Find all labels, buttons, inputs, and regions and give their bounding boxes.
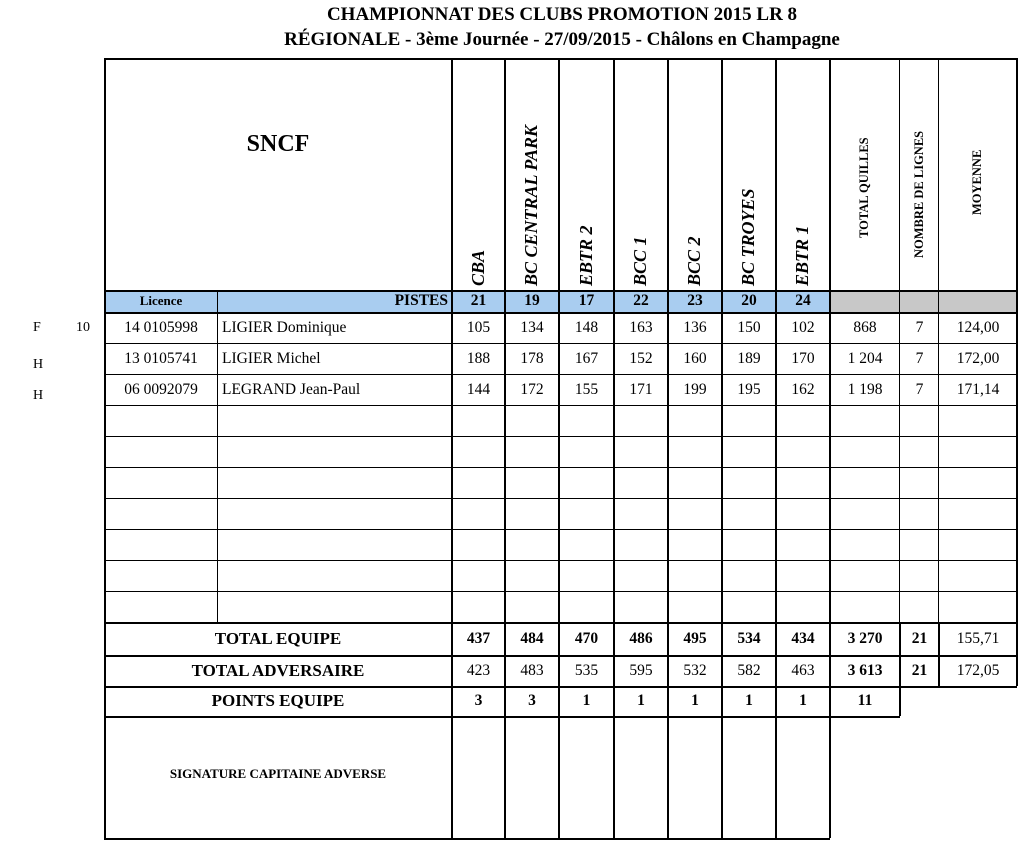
player-score: 172 [520, 380, 544, 398]
opponent-col-line [558, 58, 560, 838]
opponent-label: BC TROYES [738, 188, 758, 286]
opponent-total-score: 595 [629, 661, 653, 679]
player-score: 178 [520, 349, 544, 367]
player-score: 189 [737, 349, 761, 367]
summary-header-label: NOMBRE DE LIGNES [911, 130, 926, 258]
player-score: 105 [466, 318, 491, 336]
team-total-score: 495 [683, 629, 707, 647]
player-score: 134 [520, 318, 544, 336]
player-score: 160 [683, 349, 707, 367]
opponent-label: EBTR 2 [575, 225, 596, 286]
player-score: 148 [574, 318, 599, 336]
pistes-top-line [104, 290, 1017, 292]
avg-col-line-thick [938, 622, 940, 686]
opponent-total-score: 483 [520, 661, 544, 679]
team-points: 3 [528, 692, 536, 709]
team-points: 1 [637, 692, 645, 709]
pistes-bottom-line [104, 312, 1017, 314]
piste-number: 22 [633, 292, 649, 309]
row-line [104, 498, 1017, 499]
totals-top-line [104, 622, 1017, 624]
points-bottom-line [104, 716, 900, 718]
row-line [104, 560, 1017, 561]
player-lines: 7 [915, 380, 924, 398]
player-score: 136 [683, 318, 707, 336]
piste-number: 19 [524, 292, 540, 309]
summary-header-label: TOTAL QUILLES [857, 137, 871, 238]
player-side-number: 10 [76, 320, 90, 335]
row-line [104, 374, 1017, 375]
player-licence: 14 0105998 [124, 318, 198, 336]
opponent-col-line [504, 58, 506, 838]
team-total-lines: 21 [911, 629, 928, 647]
player-average: 124,00 [956, 318, 1000, 336]
player-score: 171 [629, 380, 653, 398]
player-total: 1 198 [847, 380, 883, 398]
opponent-col-line [829, 58, 831, 838]
player-lines: 7 [915, 318, 924, 336]
opponent-label: BC CENTRAL PARK [521, 124, 541, 286]
team-name: SNCF [246, 130, 310, 157]
signature-bottom-line [104, 838, 830, 840]
opponent-col-line [721, 58, 723, 838]
team-points: 1 [582, 692, 591, 709]
piste-number: 23 [687, 292, 703, 309]
row-line [104, 467, 1017, 468]
licence-col-line [217, 290, 218, 622]
player-score: 102 [791, 318, 815, 336]
team-average: 155,71 [956, 629, 1000, 647]
team-points: 1 [691, 692, 699, 709]
player-total: 1 204 [847, 349, 883, 367]
team-total-score: 437 [466, 629, 491, 647]
opponent-total-score: 535 [574, 661, 599, 679]
opponent-col-line [775, 58, 777, 838]
points-total: 11 [857, 692, 873, 709]
piste-number: 21 [470, 292, 487, 309]
team-total-score: 486 [629, 629, 653, 647]
player-score: 144 [466, 380, 491, 398]
opponent-label: EBTR 1 [792, 225, 812, 286]
player-score: 199 [683, 380, 707, 398]
player-side-code: H [33, 388, 44, 403]
team-total-label: TOTAL EQUIPE [214, 628, 342, 648]
opponent-col-line [451, 58, 453, 838]
lines-col-line-thick [899, 622, 901, 686]
totals-mid-line [104, 655, 1017, 657]
team-total-score: 534 [737, 629, 761, 647]
player-score: 195 [737, 380, 761, 398]
sheet-title: CHAMPIONNAT DES CLUBS PROMOTION 2015 LR 8 [326, 4, 798, 25]
team-points-label: POINTS EQUIPE [211, 691, 345, 710]
left-border [104, 58, 106, 838]
row-line [104, 591, 1017, 592]
opponent-total-lines: 21 [911, 661, 928, 679]
row-line [104, 343, 1017, 344]
player-score: 155 [574, 380, 599, 398]
player-side-code: H [33, 357, 44, 372]
opponent-label: CBA [467, 249, 488, 286]
player-score: 167 [574, 349, 599, 367]
player-licence: 13 0105741 [124, 349, 198, 367]
opponent-total-score: 582 [737, 661, 761, 679]
player-licence: 06 0092079 [124, 380, 198, 398]
team-total-score: 484 [520, 629, 544, 647]
team-grand-total: 3 270 [847, 629, 883, 647]
player-total: 868 [853, 318, 877, 336]
player-score: 150 [737, 318, 761, 336]
row-line [104, 436, 1017, 437]
signature-label: SIGNATURE CAPITAINE ADVERSE [169, 766, 387, 781]
opponent-total-score: 423 [466, 661, 491, 679]
opponent-grand-total: 3 613 [847, 661, 883, 679]
player-score: 152 [629, 349, 653, 367]
team-total-score: 470 [574, 629, 599, 647]
player-score: 162 [791, 380, 815, 398]
opponent-col-line [613, 58, 615, 838]
player-score: 188 [466, 349, 491, 367]
sheet-subtitle: RÉGIONALE - 3ème Journée - 27/09/2015 - Châlons en Champagne [284, 29, 840, 50]
opponent-average: 172,05 [956, 661, 1000, 679]
totals-opp-line [104, 686, 1017, 688]
piste-number: 24 [795, 292, 811, 309]
points-end-line [899, 686, 901, 716]
opponent-label: BCC 1 [630, 236, 650, 286]
licence-header: Licence [139, 293, 183, 308]
team-total-score: 434 [791, 629, 815, 647]
player-name: LIGIER Dominique [222, 318, 347, 336]
piste-number: 17 [578, 292, 595, 309]
piste-number: 20 [741, 292, 757, 309]
row-line [104, 529, 1017, 530]
opponent-label: BCC 2 [684, 236, 704, 286]
opponent-total-label: TOTAL ADVERSAIRE [191, 660, 365, 680]
player-average: 172,00 [956, 349, 1000, 367]
player-name: LEGRAND Jean-Paul [222, 380, 361, 398]
player-score: 170 [791, 349, 815, 367]
player-score: 163 [629, 318, 653, 336]
player-average: 171,14 [956, 380, 1000, 398]
team-points: 1 [799, 692, 807, 709]
team-points: 1 [745, 692, 753, 709]
opponent-col-line [667, 58, 669, 838]
summary-piste-bg [830, 290, 1017, 312]
player-side-code: F [33, 320, 41, 335]
player-lines: 7 [915, 349, 924, 367]
opponent-total-score: 463 [791, 661, 815, 679]
team-points: 3 [474, 692, 483, 709]
pistes-header: PISTES [394, 292, 448, 309]
summary-header-label: MOYENNE [970, 149, 984, 215]
row-line [104, 405, 1017, 406]
opponent-total-score: 532 [683, 661, 707, 679]
player-name: LIGIER Michel [222, 349, 321, 367]
